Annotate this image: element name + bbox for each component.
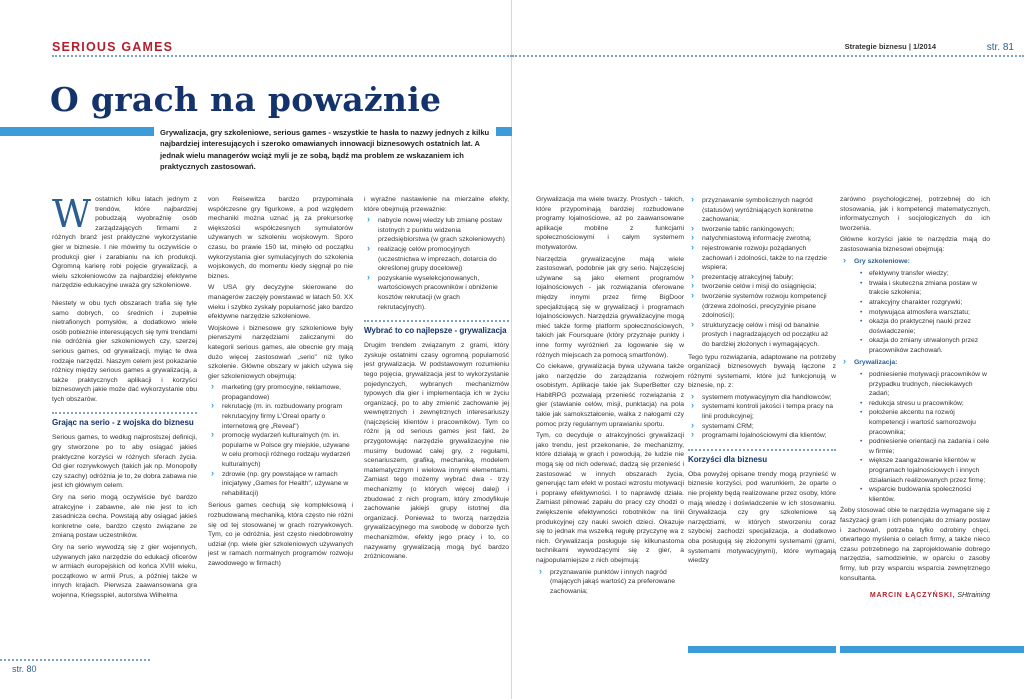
paragraph: Serious games, to według najprostszej definicji, gry stworzone po to aby osiągać jakieś praktyczne korzyści w różnych sferach życia. Od gier rozrywkowych (takich jak np. Monopolly czy szachy) odróżnia je to, że dobra zabawa nie jest ich głównym celem. (52, 434, 197, 490)
issue-number: 1/2014 (913, 42, 936, 51)
list-item: › systemami kontroli jakości i tempa pracy na linii produkcyjnej; (688, 402, 836, 421)
group-title: Grywalizacja: (854, 358, 898, 366)
list-item: • wsparcie budowania społeczności klientów. (860, 485, 990, 504)
paragraph: Gry na serio mogą oczywiście być bardzo atrakcyjne i zabawne, ale nie jest to ich zasadnicza cecha. Powstają aby osiągać jakieś konkretne cele, bardzo często związane ze zmianą postaw uczestników. (52, 494, 197, 540)
subheading (364, 320, 509, 336)
list-item: › zdrowie (np. gry powstające w ramach inicjatywy „Games for Health", używane w rehabilitacji) (208, 470, 353, 499)
list-item: › systemem motywacyjnym dla handlowców; (688, 393, 836, 403)
column-1 (52, 195, 197, 647)
list-item: • redukcja stresu u pracowników; (860, 399, 990, 409)
article-headline: O grach na poważnie (50, 80, 442, 119)
footer-accent-bar (840, 646, 1024, 653)
paragraph: Oba powyżej opisane trendy mogą przynieść w biznesie korzyści, pod warunkiem, że oparte o nie projekty będą realizowane przez osoby, które mają wiedzę i doświadczenie w ich stosowaniu. Grywalizacja czy gry szkoleniowe są narzędziami, w których stworzeniu coraz szybciej zachodzi specjalizacja, a dodatkowo oba posługują się złożonymi systemami (grami, systemami motywacyjnymi), które wymagają wiedzy (688, 470, 836, 565)
list-item: › marketing (gry promocyjne, reklamowe, propagandowe) (208, 383, 353, 402)
header-rule (512, 55, 1024, 57)
magazine-title: Strategie biznesu (844, 42, 907, 51)
list-item: › systemami CRM; (688, 422, 836, 432)
list-item: • większe zaangażowanie klientów w programach lojalnościowych i innych działaniach realizowanych przez firmę; (860, 456, 990, 485)
paragraph: Drugim trendem związanym z grami, który zyskuje ostatnimi czasy ogromną popularność jest grywalizacja. W podstawowym rozumieniu tego pojęcia, grywalizacja jest to wykorzystanie pojedynczych, wybranych mechanizmów typowych dla gier i implementacja ich w życiu organizacji, po to aby zmienić zachowanie jej wewnętrznych i zewnętrznych interesariuszy (najczęściej klientów i pracowników). Tym co różni ją od serious games jest fakt, że przygotowując narzędzie grywalizacyjne nie musimy budować całej gry, z regułami, scenariuszem, grafiką, mechaniką, modelem matematycznym i wielowa innymi elementami. Zamiast tego możemy wybrać dwa - trzy mechanizmy (o których więcej dalej) i zbudować z nich program, który zmodyfikuje zachowanie jakiejś grupy istotnej dla organizacji. Ponieważ to tworzą narzędzia grywalizacyjnego ma swobodę w doborze tych mechanizmów, efekty jego pracy i to, co nazywamy grywalizacją mogą być bardzo zróżnicowane. (364, 342, 509, 561)
paragraph: von Reisewitza bardzo przypominała współczesne gry figurkowe, a pod względem mechaniki można uznać ją za prekursorkę większości współczesnych symulatorów używanych w szkoleniu wojskowym. Sporo czasu, bo prawie 150 lat, minęło od początku wykorzystania gier symulacyjnych do szkolenia wojskowych, do momentu kiedy sięgnął po nie biznes. (208, 196, 353, 280)
paragraph: Grywalizacja ma wiele twarzy. Prostych - takich, które przypominają bardziej rozbudowane programy lojalnościowe, aż po zaawansowane aplikacje mobilne z funkcjami społecznościowymi i całym systemem motywatorów. (536, 196, 684, 251)
list-item: • trwała i skuteczna zmiana postaw w trakcie szkolenia; (860, 279, 990, 298)
paragraph: Co ciekawe, grywalizacja bywa używana także jako narzędzie do zarządzania rozwojem osobistym. Aplikacje takie jak SuperBetter czy HabitRPG pozwalają przenieść rozwiązania z gier (stawianie celów, misji, punktacja) na pola takie jak samokształcenie, walka z nałogami czy pomoc przy regularnym uprawianiu sportu. (536, 363, 684, 428)
subheading-text: Korzyści dla biznesu (688, 454, 768, 464)
list-item: › promocję wydarzeń kulturalnych (m. in. popularne w Polsce gry miejskie, używane w celu promocji różnego rodzaju wydarzeń kulturalnych) (208, 431, 353, 469)
group-heading (840, 358, 990, 368)
paragraph: Narzędzia grywalizacyjne mają wiele zastosowań, podobnie jak gry serio. Najczęściej używane są jako element programów lojalnościowych - jak rozwiązania oferowane między innymi przez firmę BigDoor specjalizującą się w grywalizacji i programach lojalnościowych. Narzędzia grywalizacyjne mogą mieć także formę platform społecznościowych, takich jak Foursquare (który przyznaje punkty i inne formy wyróżnień za logowanie się w różnych miejscach za pomocą smartfonów). (536, 255, 684, 359)
technique-list (688, 196, 836, 350)
list-item: • motywująca atmosfera warsztatu; (860, 308, 990, 318)
list-item: › tworzenie systemów rozwoju kompetencji (drzewa zdolności, precyzyjnie pisane zdolności); (688, 292, 836, 321)
effects-list (364, 216, 509, 312)
paragraph: Wojskowe i biznesowe gry szkoleniowe były pierwszymi narzędziami zaliczanymi do kategorii serious games, ale obecnie gry mają dużo więcej zastosowań „serio" niż tylko szkolenie. Główne obszary w jakich używa się gier szkoleniowych obejmują: (208, 324, 353, 380)
group-heading (840, 257, 990, 267)
list-item: › tworzenie celów i misji do osiągnięcia; (688, 282, 836, 292)
drop-cap: W (52, 195, 92, 236)
list-item: • podniesienie orientacji na zadania i cele w firmie; (860, 437, 990, 456)
footer-accent-bar (688, 646, 836, 653)
subheading-text: Wybrać to co najlepsze - grywalizacja (364, 326, 507, 336)
column-2 (208, 195, 353, 647)
list-item: • położenie akcentu na rozwój kompetencji i wartość samorozwoju pracownika; (860, 408, 990, 437)
paragraph: Serious games cechują się kompleksową i rozbudowaną mechaniką, która często nie różni się od tej stosowanej w grach rozrywkowych. Tym, co je odróżnia, jest często niedobrowolny udział (np. wiele gier szkoleniowych używanych jest w ramach normalnych programów rozwoju zawodowego w firmach) (208, 502, 353, 567)
list-item: › przyznawanie punktów i innych nagród (mających jakąś wartość) za preferowane zachowania; (536, 568, 684, 597)
list-item: • efektywny transfer wiedzy; (860, 269, 990, 279)
technique-list (536, 568, 684, 597)
usage-list (208, 383, 353, 498)
column-5 (688, 195, 836, 647)
section-title: SERIOUS GAMES (52, 40, 174, 54)
list-item: › przyznawanie symbolicznych nagród (statusów) wyróżniających konkretne zachowania; (688, 196, 836, 225)
benefit-group (840, 257, 990, 267)
paragraph: Główne korzyści jakie te narzędzia mają do zastosowania biznesowi obejmują: (840, 236, 990, 253)
column-6 (840, 195, 990, 647)
paragraph: i wyraźne nastawienie na mierzalne efekty, które obejmują przeważnie: (364, 196, 509, 213)
paragraph: ostatnich kilku latach jednym z trendów, które najbardziej pobudzają wyobraźnię osób zarządzających firmami z różnych branż jest praktyczne wykorzystanie gier w biznesie. I nie mówimy tu oczywiście o produkcji gier i zarabianiu na ich produkcji. Ogromną karierę robi pojęcie grywalizacji, a wielu szkoleniowców za najbardziej efektywne narzędzie edukacyjne uważa gry szkoleniowe. (52, 196, 197, 290)
paragraph: Żeby stosować obie te narzędzia wymagane się z faszyzacji gram i ich potencjału do zmiany postaw i zachowań, potrzeba tylko odrobiny chęci, otwartego myślenia o celach firmy, a także nieco czasu potrzebnego na zaprojektowanie dobrego narzędzia, samodzielnie, w oparciu o zasoby firmy, lub przy wsparciu wsparcia zewnętrznego konsultanta. (840, 507, 990, 582)
list-item: › nabycie nowej wiedzy lub zmianę postaw istotnych z punktu widzenia przedsiębiorstwa (w grach szkoleniowych) (364, 216, 509, 245)
paragraph: Tym, co decyduje o atrakcyjności grywalizacji jako trendu, jest przekonanie, że mechanizmy, które działają w grach i powodują, że ludzie nie mogą się od nich oderwać, dadzą się przenieść i zastosować w innych obszarach życia, generując tam efekt w postaci wzrostu motywacji i poprawy efektywności. I to naprawdę działa. Zamiast pilnować zapału do pracy czy chodzi o zwiększenie efektywności robotników na linii produkcyjnej czy nauki swoich dzieci. Okazuje się to jednak ma wszelką regułę przyczynę wa z nich. Grywalizacja posługuje się kilkunastoma technikami wywodzącymi się z gier, a najpopularniejsze z nich obejmują: (536, 432, 684, 564)
list-item: › strukturyzację celów i misji od banalnie prostych i nagradzających od początku aż do bardziej złożonych i wymagających. (688, 321, 836, 350)
page-number-right: str. 81 (986, 42, 1014, 53)
header-rule (52, 55, 512, 57)
page-number-left: str. 80 (12, 664, 37, 674)
list-item: › prezentację atrakcyjnej fabuły; (688, 273, 836, 283)
paragraph: W USA gry decyzyjne skierowane do managerów zaczęły powstawać w latach 50. XX wieku i szybko zyskały popularność jako bardzo efektywne narzędzie szkoleniowe. (208, 284, 353, 321)
group-title: Gry szkoleniowe: (854, 257, 910, 265)
paragraph: Tego typu rozwiązania, adaptowane na potrzeby organizacji biznesowych bywają łączone z różnymi systemami, które już funkcjonują w biznesie, np. z: (688, 353, 836, 390)
paragraph: zarówno psychologicznej, potrzebnej do ich stosowania, jak i kompetencji matematycznych, informatycznych i socjologicznych do ich tworzenia. (840, 196, 990, 232)
list-item: • podniesienie motywacji pracowników w przypadku trudnych, nieciekawych zadań; (860, 370, 990, 399)
list-item: › rekrutację (m. in. rozbudowany program rekrutacyjny firmy L'Oreal oparty o internetową grę „Reveal") (208, 402, 353, 431)
list-item: › rejestrowanie rozwoju pożądanych zachowań i zdolności, także to na rzędzie wspiera; (688, 244, 836, 273)
list-item: › realizację celów promocyjnych (uczestnictwa w imprezach, dotarcia do określonej grupy docelowej) (364, 245, 509, 274)
systems-list (688, 393, 836, 441)
right-page (512, 0, 1024, 699)
footer-rule (0, 659, 150, 661)
author-credit (840, 591, 990, 601)
list-item: • okazja do praktycznej nauki przez doświadczenie; (860, 317, 990, 336)
column-4 (536, 195, 684, 647)
list-item: › natychmiastową informację zwrotną; (688, 234, 836, 244)
subheading-text: Grając na serio - z wojska do biznesu (52, 418, 194, 428)
author-org: SHtraining (957, 592, 990, 600)
list-item: › tworzenie tablic rankingowych; (688, 225, 836, 235)
paragraph: Niestety w obu tych obszarach trafia się tyle samo dobrych, co średnich i zupełnie nietrafionych pomysłów, a dodatkowo wiele osób pobieżnie interesujących się tymi trendami nie odróżnia gier szkoleniowych czy, szerzej serious games, od grywalizacji, myląc te dwa rodzaje narzędzi. Naszym celem jest pokazanie różnicy między serious games a grywalizacją, a także praktycznych aplikacji i korzyści biznesowych jakie może dać wykorzystanie obu tych obszarów. (52, 299, 197, 403)
paragraph: Gry na serio wywodzą się z gier wojennych, używanych jako narzędzie do edukacji oficerów w armiach europejskich od końca XVIII wieku, początkowo w armii Prus, a później także w innych krajach. Pierwsza zaawansowana gra wojenna, Kriegsspiel, autorstwa Wilhelma (52, 544, 197, 599)
subheading (52, 412, 197, 428)
list-item: › programami lojalnościowymi dla klientów; (688, 431, 836, 441)
benefit-group (840, 358, 990, 368)
author-name: MARCIN ŁĄCZYŃSKI, (869, 592, 956, 600)
article-lead: Grywalizacja, gry szkoleniowe, serious games - wszystkie te hasła to nazwy jednych z kilku najbardziej interesujących i szeroko omawianych innowacji biznesowych ostatnich lat. A jednak wielu managerów wciąż myli je ze sobą, bądź ma problem ze wskazaniem ich praktycznych zastosowań. (154, 127, 496, 172)
magazine-name: Strategie biznesu | 1/2014 (844, 42, 936, 51)
list-item: • okazja do zmiany utrwalonych przez pracowników zachowań. (860, 336, 990, 355)
benefit-list (860, 370, 990, 504)
list-item: • atrakcyjny charakter rozgrywki; (860, 298, 990, 308)
subheading (688, 449, 836, 465)
benefit-list (860, 269, 990, 355)
list-item: › pozyskanie wyselekcjonowanych, wartościowych pracowników i obniżenie kosztów rekrutacji (w grach rekrutacyjnych). (364, 274, 509, 312)
column-3 (364, 195, 509, 647)
